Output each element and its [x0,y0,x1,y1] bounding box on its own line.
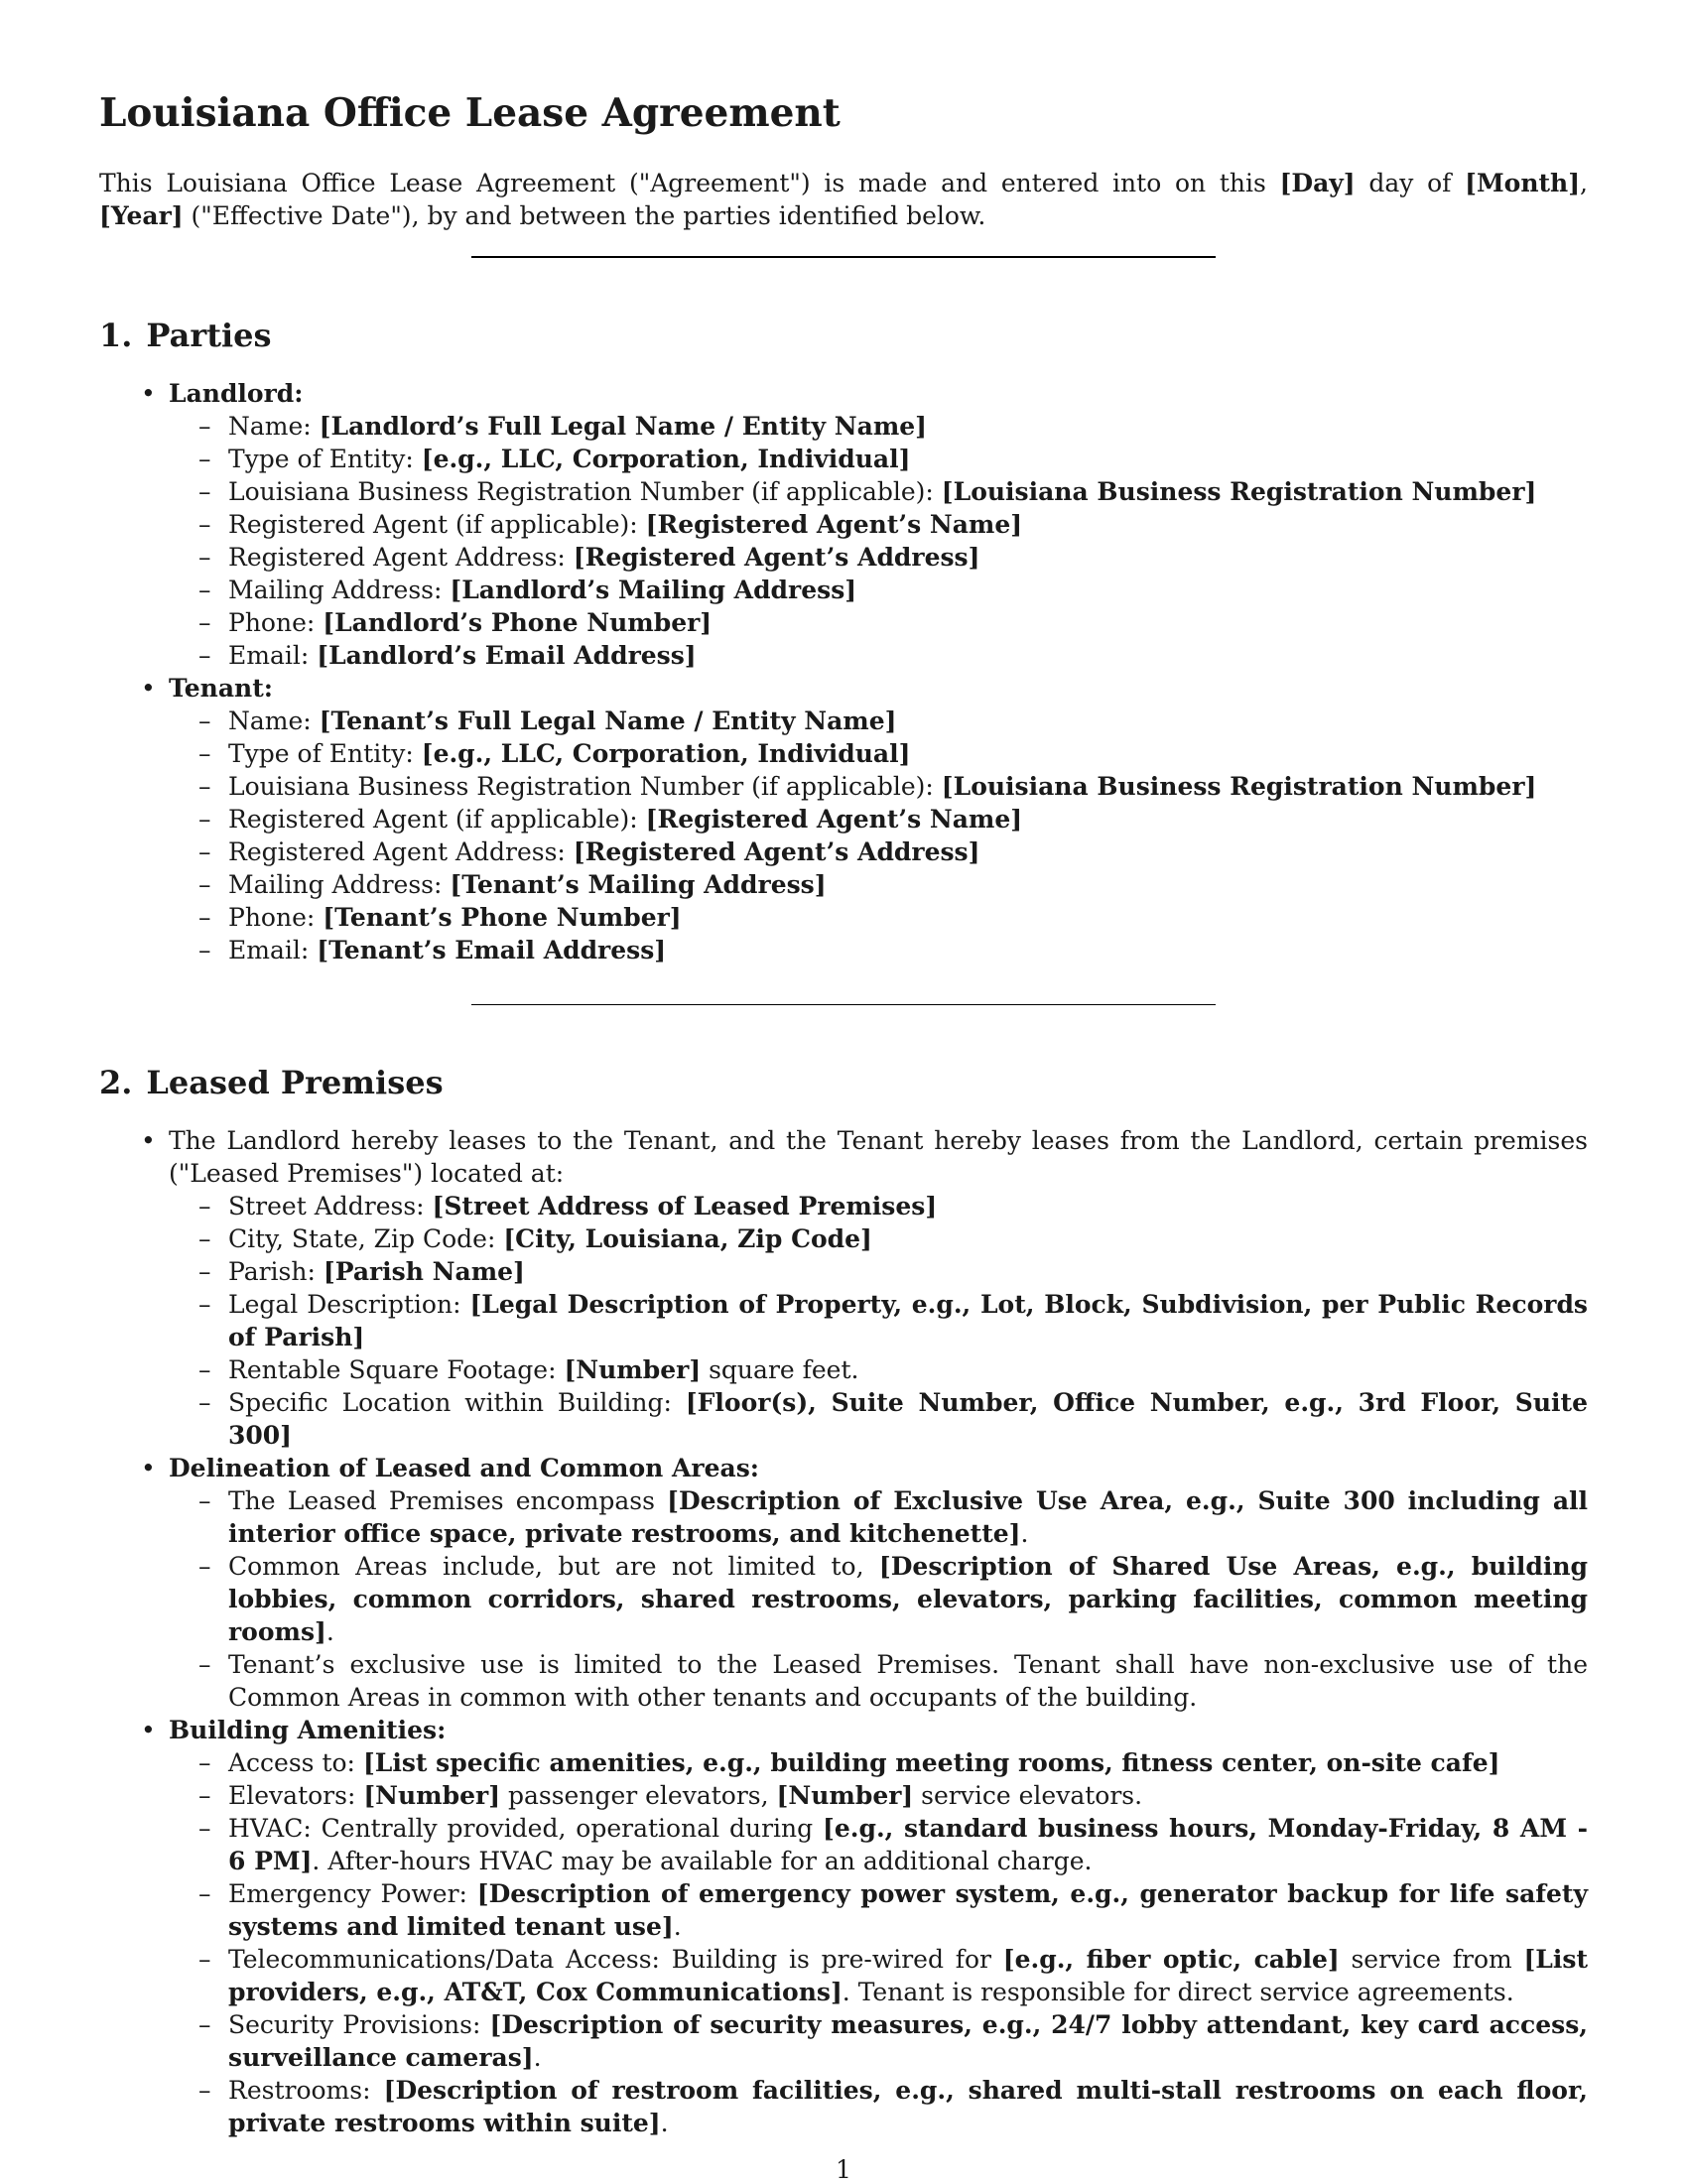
section-title: Leased Premises [146,1064,444,1101]
detail-label: Type of Entity: [228,739,422,768]
amenity-text: . [660,2109,669,2137]
amenity-value: [List specific amenities, e.g., building meeting rooms, fitness center, on-site cafe] [362,1748,1500,1777]
detail-label: Registered Agent (if applicable): [228,510,646,539]
bullet-icon: • [141,1126,156,1155]
detail-item [198,443,1588,475]
detail-item [198,1386,1588,1452]
dash-icon: – [198,936,211,964]
amenity-value: [e.g., fiber optic, cable] [1002,1945,1340,1974]
bullet-icon: • [141,1454,156,1482]
detail-item [198,901,1588,934]
detail-item [198,1648,1588,1714]
premises-text: The Landlord hereby leases to the Tenant, and the Tenant hereby leases from the Landlord, certain premises ("Leased Premises") located at: [169,1126,1588,1188]
amenity-label: Security Provisions: [228,2010,490,2039]
detail-item [198,705,1588,737]
detail-item [198,868,1588,901]
amenity-text: service from [1339,1945,1524,1974]
day-placeholder: [Day] [1279,169,1356,197]
amenity-label: Telecommunications/Data Access: Building is pre-wired for [228,1945,1003,1974]
detail-label: Phone: [228,903,324,932]
dash-icon: – [198,576,211,604]
dash-icon: – [198,1224,211,1253]
dash-icon: – [198,870,211,899]
detail-value: [Description of Shared Use Areas, e.g., building lobbies, common corridors, shared restrooms, elevators, parking facilities, common meeting rooms] [228,1552,1588,1646]
detail-text: . [1020,1519,1029,1548]
detail-label: Rentable Square Footage: [228,1355,565,1384]
amenity-value: [e.g., standard business hours, Monday-Friday, 8 AM - 6 PM] [228,1814,1588,1875]
section-number: 1. [99,317,133,354]
detail-item [198,835,1588,868]
detail-value: [Registered Agent’s Name] [645,805,1023,834]
detail-value: [e.g., LLC, Corporation, Individual] [421,739,911,768]
dash-icon: – [198,805,211,834]
amenity-text: . [533,2043,542,2072]
amenity-text: . [673,1912,682,1941]
amenity-label: Restrooms: [228,2076,384,2105]
detail-item [198,639,1588,672]
dash-icon: – [198,1814,211,1843]
premises-item [141,1124,1588,1452]
detail-text: square feet. [701,1355,859,1384]
amenity-text: service elevators. [913,1781,1143,1810]
document-page [99,89,1588,2139]
dash-icon: – [198,837,211,866]
detail-item [198,475,1588,508]
detail-item [198,1353,1588,1386]
dash-icon: – [198,641,211,670]
bullet-icon: • [141,379,156,408]
horizontal-divider [471,256,1216,258]
premises-details-list [169,1190,1588,1452]
dash-icon: – [198,1290,211,1319]
intro-text-4: ("Effective Date"), by and between the parties identified below. [183,201,986,230]
detail-item [198,737,1588,770]
amenity-label: HVAC: Centrally provided, operational during [228,1814,824,1843]
section-number: 2. [99,1064,133,1101]
dash-icon: – [198,772,211,801]
detail-item [198,1255,1588,1288]
dash-icon: – [198,1650,211,1679]
section-heading-leased-premises [99,1063,1588,1102]
detail-item [198,410,1588,443]
amenity-value: [Number] [363,1781,501,1810]
dash-icon: – [198,412,211,441]
detail-value: [Registered Agent’s Address] [573,543,980,572]
bullet-icon: • [141,674,156,703]
detail-value: [e.g., LLC, Corporation, Individual] [421,445,911,473]
detail-label: Louisiana Business Registration Number (if applicable): [228,477,942,506]
detail-label: Tenant’s exclusive use is limited to the Leased Premises. Tenant shall have non-exclusive use of the Common Areas in common with other tenants and occupants of the building. [228,1650,1588,1712]
detail-item [198,1222,1588,1255]
tenant-details-list [169,705,1588,966]
amenity-hvac [198,1812,1588,1877]
section-title: Parties [146,317,272,354]
detail-text: . [325,1617,334,1646]
detail-label: Common Areas include, but are not limited to, [228,1552,879,1581]
detail-item [198,770,1588,803]
detail-label: Email: [228,641,318,670]
dash-icon: – [198,1388,211,1417]
dash-icon: – [198,1781,211,1810]
detail-label: Legal Description: [228,1290,470,1319]
amenity-value: [Description of emergency power system, e.g., generator backup for life safety systems and limited tenant use] [228,1879,1588,1941]
intro-paragraph [99,167,1588,232]
amenity-value: [Description of restroom facilities, e.g., shared multi-stall restrooms on each floor, private restrooms within suite] [228,2076,1588,2137]
amenity-text: . After-hours HVAC may be available for an additional charge. [312,1847,1093,1875]
amenities-item [141,1714,1588,2139]
detail-value: [Tenant’s Mailing Address] [450,870,827,899]
detail-value: [Floor(s), Suite Number, Office Number, e.g., 3rd Floor, Suite 300] [228,1388,1588,1450]
tenant-item [141,672,1588,966]
horizontal-divider [471,1004,1216,1005]
dash-icon: – [198,1945,211,1974]
dash-icon: – [198,543,211,572]
detail-value: [Louisiana Business Registration Number] [941,477,1537,506]
detail-item [198,541,1588,574]
tenant-label: Tenant: [169,674,273,703]
leased-premises-list [99,1124,1588,2139]
dash-icon: – [198,1748,211,1777]
detail-item [198,1550,1588,1648]
page-number: 1 [836,2155,851,2184]
landlord-details-list [169,410,1588,672]
amenity-value: [List providers, e.g., AT&T, Cox Communications] [228,1945,1588,2006]
detail-label: Phone: [228,608,324,637]
detail-value: [Street Address of Leased Premises] [432,1192,938,1220]
detail-label: Louisiana Business Registration Number (if applicable): [228,772,942,801]
detail-value: [Landlord’s Phone Number] [323,608,713,637]
detail-item [198,508,1588,541]
amenities-details-list [169,1746,1588,2139]
detail-value: [Tenant’s Full Legal Name / Entity Name] [319,707,897,735]
intro-text-1: This Louisiana Office Lease Agreement ("Agreement") is made and entered into on this [99,169,1280,197]
landlord-item [141,377,1588,672]
dash-icon: – [198,1552,211,1581]
amenity-label: Elevators: [228,1781,364,1810]
amenity-text: passenger elevators, [500,1781,777,1810]
detail-label: Email: [228,936,318,964]
detail-value: [Landlord’s Email Address] [317,641,697,670]
dash-icon: – [198,477,211,506]
detail-label: Mailing Address: [228,576,451,604]
dash-icon: – [198,903,211,932]
dash-icon: – [198,608,211,637]
detail-label: Name: [228,707,320,735]
detail-value: [Landlord’s Full Legal Name / Entity Name] [319,412,928,441]
detail-label: Type of Entity: [228,445,422,473]
dash-icon: – [198,2076,211,2105]
amenity-access [198,1746,1588,1779]
detail-value: [Parish Name] [323,1257,525,1286]
amenity-value: [Number] [776,1781,914,1810]
amenity-label: Emergency Power: [228,1879,477,1908]
intro-text-2: day of [1355,169,1466,197]
detail-item [198,606,1588,639]
detail-label: Registered Agent Address: [228,543,574,572]
detail-label: Street Address: [228,1192,433,1220]
dash-icon: – [198,1192,211,1220]
detail-value: [Tenant’s Email Address] [317,936,667,964]
parties-list [99,377,1588,966]
amenity-security [198,2008,1588,2074]
detail-label: Specific Location within Building: [228,1388,686,1417]
detail-item [198,934,1588,966]
section-heading-parties [99,316,1588,355]
intro-text-3: , [1580,169,1588,197]
detail-value: [Description of Exclusive Use Area, e.g., Suite 300 including all interior office space, private restrooms, and kitchenette] [228,1486,1589,1548]
dash-icon: – [198,1486,211,1515]
detail-value: [Registered Agent’s Name] [645,510,1023,539]
detail-value: [Landlord’s Mailing Address] [450,576,857,604]
document-title: Louisiana Office Lease Agreement [99,90,841,136]
year-placeholder: [Year] [99,201,184,230]
dash-icon: – [198,510,211,539]
dash-icon: – [198,2010,211,2039]
detail-item [198,1190,1588,1222]
delineation-label: Delineation of Leased and Common Areas: [169,1454,760,1482]
detail-label: Mailing Address: [228,870,451,899]
detail-value: [Louisiana Business Registration Number] [941,772,1537,801]
amenity-text: . Tenant is responsible for direct service agreements. [842,1978,1514,2006]
amenity-elevators [198,1779,1588,1812]
dash-icon: – [198,707,211,735]
detail-label: City, State, Zip Code: [228,1224,504,1253]
detail-item [198,574,1588,606]
detail-label: Registered Agent Address: [228,837,574,866]
dash-icon: – [198,445,211,473]
detail-item [198,803,1588,835]
delineation-details-list [169,1484,1588,1714]
detail-item [198,1288,1588,1353]
detail-value: [Legal Description of Property, e.g., Lot, Block, Subdivision, per Public Records of Parish] [228,1290,1588,1351]
amenity-power [198,1877,1588,1943]
month-placeholder: [Month] [1465,169,1581,197]
amenity-label: Access to: [228,1748,363,1777]
bullet-icon: • [141,1716,156,1744]
dash-icon: – [198,1355,211,1384]
detail-value: [Registered Agent’s Address] [573,837,980,866]
detail-value: [Tenant’s Phone Number] [323,903,682,932]
detail-label: Parish: [228,1257,324,1286]
dash-icon: – [198,739,211,768]
amenity-telecom [198,1943,1588,2008]
dash-icon: – [198,1879,211,1908]
delineation-item [141,1452,1589,1714]
amenities-label: Building Amenities: [169,1716,447,1744]
amenity-restrooms [198,2074,1588,2139]
detail-label: Name: [228,412,320,441]
detail-value: [City, Louisiana, Zip Code] [503,1224,872,1253]
detail-label: Registered Agent (if applicable): [228,805,646,834]
landlord-label: Landlord: [169,379,304,408]
dash-icon: – [198,1257,211,1286]
detail-item [198,1484,1589,1550]
detail-label: The Leased Premises encompass [228,1486,668,1515]
detail-value: [Number] [564,1355,702,1384]
amenity-value: [Description of security measures, e.g., 24/7 lobby attendant, key card access, surveillance cameras] [228,2010,1588,2072]
